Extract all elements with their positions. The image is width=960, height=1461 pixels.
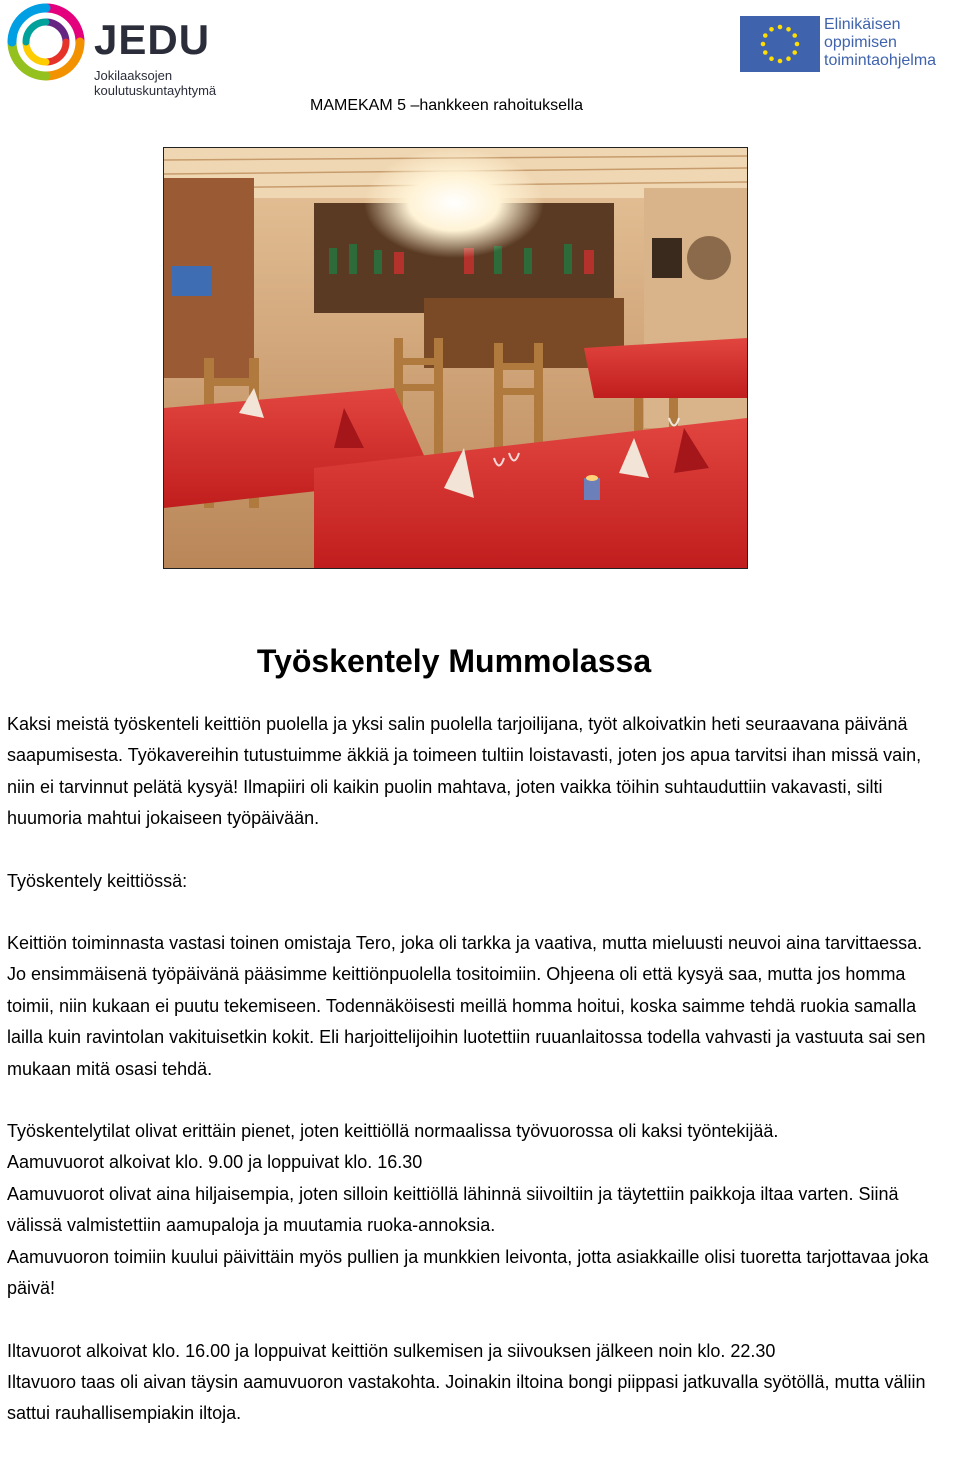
paragraph-first-day: Jo ensimmäisenä työpäivänä pääsimme keittiönpuolella tositoimiin. Ohjeena oli että kysyä saa, mutta jos homma toimii, niin kukaan ei puutu tekemiseen. Todennäköisesti meillä homma hoitui, koska saimme tehdä ruokia samalla lailla kuin ravintolan vakituisetkin kokit. Eli harjoittelijoihin luotettiin ruuanlaitossa todella vahvasti ja vastuuta sai sen mukaan mitä osasi tehdä.	[7, 964, 926, 1079]
eu-text-line1: Elinikäisen	[824, 16, 901, 33]
paragraph-evening-hours: Iltavuorot alkoivat klo. 16.00 ja loppuivat keittiön sulkemisen ja siivouksen jälkeen noin klo. 22.30	[7, 1340, 776, 1361]
eu-star	[769, 27, 774, 32]
paragraph-morning-hours: Aamuvuorot alkoivat klo. 9.00 ja loppuivat klo. 16.30	[7, 1152, 423, 1173]
paragraph-workspace: Työskentelytilat olivat erittäin pienet, joten keittiöllä normaalissa työvuorossa oli kaksi työntekijää.	[7, 1121, 779, 1142]
section-heading-kitchen: Työskentely keittiössä:	[7, 870, 188, 891]
eu-star	[763, 50, 768, 55]
jedu-logo	[6, 2, 246, 98]
jedu-name: JEDU	[94, 16, 211, 63]
eu-star	[792, 50, 797, 55]
paragraph-intro: Kaksi meistä työskenteli keittiön puolella ja yksi salin puolella tarjoilijana, työt alkoivatkin heti seuraavana päivänä saapumisesta. Työkavereihin tutustuimme äkkiä ja toimeen tultiin loistavasti, joten jos apua tarvitsi ihan missä vain, niin ei tarvinnut pelätä kysyä! Ilmapiiri oli kaikin puolin mahtava, joten vaikka töihin suhtauduttiin vakavasti, silti huumoria mahtui jokaiseen työpäivään.	[7, 714, 922, 829]
paragraph-kitchen-lead: Keittiön toiminnasta vastasi toinen omistaja Tero, joka oli tarkka ja vaativa, mutta mieluusti neuvoi aina tarvittaessa.	[7, 933, 923, 954]
jedu-subtitle-line1: Jokilaaksojen	[94, 68, 173, 83]
eu-star	[786, 27, 791, 32]
eu-flag-icon	[740, 16, 820, 72]
paragraph-morning-tasks: Aamuvuorot olivat aina hiljaisempia, joten silloin keittiöllä lähinnä siivoiltiin ja täytettiin paikkoja iltaa varten. Siinä välissä valmistettiin aamupaloja ja muutamia ruoka-annoksia.	[7, 1183, 899, 1236]
article-body	[7, 709, 937, 1430]
eu-star	[778, 25, 783, 30]
eu-text-line3: toimintaohjelma	[824, 52, 937, 69]
page-header	[0, 0, 960, 130]
jedu-logo-mark-icon	[6, 2, 86, 82]
eu-programme-logo	[740, 16, 960, 76]
eu-star	[763, 33, 768, 38]
eu-star	[761, 42, 766, 47]
paragraph-evening-shift: Iltavuoro taas oli aivan täysin aamuvuoron vastakohta. Joinakin iltoina bongi piippasi jatkuvalla syötöllä, mutta väliin sattui rauhallisempiakin iltoja.	[7, 1371, 926, 1424]
funding-note: MAMEKAM 5 –hankkeen rahoituksella	[310, 97, 584, 114]
eu-text-line2: oppimisen	[824, 34, 897, 51]
eu-star	[769, 56, 774, 61]
page-title: Työskentely Mummolassa	[256, 643, 652, 679]
paragraph-baking: Aamuvuoron toimiin kuului päivittäin myös pullien ja munkkien leivonta, jotta asiakkaille olisi tuoretta tarjottavaa joka päivä!	[7, 1246, 929, 1299]
jedu-subtitle-line2: koulutuskuntayhtymä	[94, 83, 217, 98]
eu-star	[778, 59, 783, 64]
eu-star	[795, 42, 800, 47]
restaurant-photo	[163, 147, 748, 569]
eu-star	[792, 33, 797, 38]
eu-programme-text	[824, 16, 936, 70]
eu-star	[786, 56, 791, 61]
jedu-subtitle	[94, 68, 216, 98]
